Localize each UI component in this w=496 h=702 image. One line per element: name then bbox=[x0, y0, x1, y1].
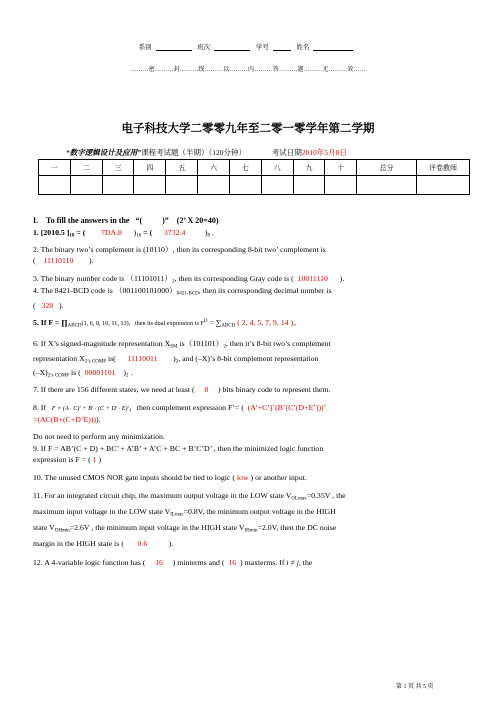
exam-subtitle bbox=[66, 147, 347, 158]
score-col: 六 bbox=[198, 160, 230, 176]
score-col: 一 bbox=[39, 160, 71, 176]
id-label: 学号 bbox=[255, 44, 269, 51]
answer-10: low bbox=[236, 473, 249, 482]
question-4: 4. The 8421-BCD code is $(001100101000)_{8421-BCD}$, then its corresponding decimal number is ( 328 ). bbox=[33, 286, 332, 310]
answer-11: 0.6 bbox=[137, 539, 148, 548]
answer-1a: 7DA.8 bbox=[100, 228, 122, 237]
class-label: 班次 bbox=[197, 44, 211, 51]
question-7: 7. If there are 156 different states, we need at least ( 8 ) bits binary code to represent them. bbox=[33, 385, 331, 394]
score-col: 五 bbox=[166, 160, 198, 176]
score-cell bbox=[229, 176, 261, 195]
page-footer: 第 1 页 共 5 页 bbox=[396, 684, 434, 690]
question-12: 12. A 4-variable logic function has ( 16 ) minterms and ( 16 ) maxterms. If i ≠ j, the bbox=[33, 558, 313, 567]
question-1: 1. [2010.5 ]$_{10}$ = ( 7DA.8 )$_{16}$ = ( 3732.4 )$_8$ . bbox=[33, 228, 214, 239]
score-cell bbox=[198, 176, 230, 195]
score-col: 三 bbox=[102, 160, 134, 176]
score-cell bbox=[166, 176, 198, 195]
name-label: 姓名 bbox=[296, 44, 310, 51]
answer-8: (A’+C’)’(B’(C’(D+E’)))’ bbox=[247, 403, 327, 412]
score-entry-row bbox=[39, 176, 470, 195]
course-info: 课程考试题（半期）（120分钟） bbox=[141, 148, 246, 157]
question-9: 9. If F = AB’(C + D) + BC’ + A’B’ + A’C + BC + B’C’D’ , then the minimized logic function expression is F = ( 1 ) bbox=[33, 444, 324, 464]
score-cell bbox=[325, 176, 357, 195]
score-col: 八 bbox=[261, 160, 293, 176]
score-cell bbox=[293, 176, 325, 195]
student-info-header bbox=[0, 42, 496, 51]
section-heading: I. To fill the answers in the “( )” (2’ X 20=40) bbox=[33, 216, 219, 225]
question-2: 2. The binary two’s complement is (10110）, then its corresponding 8-bit two’ complement is ( 11110110 ). bbox=[33, 245, 326, 265]
dept-label: 系别 bbox=[138, 44, 152, 51]
class-blank bbox=[214, 43, 250, 51]
answer-9: 1 bbox=[92, 455, 97, 464]
answer-8-cont: =(AC(B+(C+D’E))) bbox=[33, 415, 96, 424]
answer-6a: 11110011 bbox=[127, 353, 158, 363]
score-cell bbox=[102, 176, 134, 195]
answer-2: 11110110 bbox=[43, 256, 74, 265]
exam-title: 电子科技大学二零零九年至二零一零学年第二学期 bbox=[121, 121, 375, 135]
question-8: 8. If F = (A · C)′ + B′ · (C + D′ · E)′，then complement expression F’= ( (A’+C’)’(B’(C’(D+E’)))’ =(AC(B+(C+D’E)))). bbox=[33, 403, 327, 424]
id-blank bbox=[273, 43, 291, 51]
name-blank bbox=[313, 43, 353, 51]
score-cell bbox=[70, 176, 102, 195]
exam-date: 2010年5月8日 bbox=[301, 148, 347, 157]
score-cell bbox=[417, 176, 470, 195]
course-name: “数字逻辑设计及应用” bbox=[66, 148, 141, 157]
answer-1b: 3732.4 bbox=[163, 228, 186, 237]
answer-7: 8 bbox=[204, 385, 209, 394]
note: Do not need to perform any minimization. bbox=[33, 432, 165, 441]
question-10: 10. The unused CMOS NOR gate inputs should be tied to logic ( low ) or another input. bbox=[33, 473, 307, 482]
answer-12a: 16 bbox=[155, 558, 163, 567]
score-col: 十 bbox=[325, 160, 357, 176]
question-6: 6. If X’s signed-magnitude representation $X_{SM}$ $is(101101)_2$, then it’s 8-bit two’s complement representation $X_{2’s COMP}$ is( 11110011 )$_2$, and (–X)’s 8-bit complement representation $(-X)_{2’s COMP}$ is ( 00001101 )$_2$ . bbox=[33, 339, 331, 379]
question-5: 5. If $F = \prod_{ABCD}(1$, 6, 8, 10, 11, 13)，then its dual expression is $F^D = \sum_{ABCD}$ ( 2, 4, 5, 7, 9, 14 )。 bbox=[33, 318, 301, 329]
score-col: 四 bbox=[134, 160, 166, 176]
seal-line: ………密………封………线………以………内………答………题………无………效…… bbox=[130, 67, 366, 73]
score-table bbox=[38, 159, 470, 195]
answer-3: 10011110 bbox=[297, 274, 328, 283]
score-cell bbox=[39, 176, 71, 195]
score-col: 七 bbox=[229, 160, 261, 176]
question-11: 11. For an integrated circuit chip, the maximum output voltage in the LOW state $V_{OLmax}=0.35V$ , the maximum input voltage in the LOW state $V_{ILmax}=0.8V$, the minimum output voltage in the HIGH state $V_{OHmin}=2.6V$ , the minimum input voltage in the HIGH state $V_{IHmin}=2.0V$, then the DC noise margin in the HIGH state is ( 0.6 ). bbox=[33, 491, 346, 548]
score-col: 二 bbox=[70, 160, 102, 176]
score-col: 总分 bbox=[357, 160, 417, 176]
dept-blank bbox=[156, 43, 192, 51]
date-label: 考试日期 bbox=[271, 148, 302, 157]
score-header-row bbox=[39, 160, 470, 176]
score-cell bbox=[357, 176, 417, 195]
score-col: 评卷教师 bbox=[417, 160, 470, 176]
answer-6b: 00001101 bbox=[84, 368, 116, 377]
score-col: 九 bbox=[293, 160, 325, 176]
q8-expression: F = (A · C)′ + B′ · (C + D′ · E)′ bbox=[51, 405, 129, 412]
answer-4: 328 bbox=[41, 300, 54, 310]
score-cell bbox=[261, 176, 293, 195]
answer-5: ( 2, 4, 5, 7, 9, 14 ) bbox=[237, 318, 294, 327]
answer-12b: 16 bbox=[228, 558, 237, 567]
score-cell bbox=[134, 176, 166, 195]
question-3: 3. The binary number code is $(11101011)_2$, then its corresponding Gray code is ( 10011110 ). bbox=[33, 274, 345, 285]
